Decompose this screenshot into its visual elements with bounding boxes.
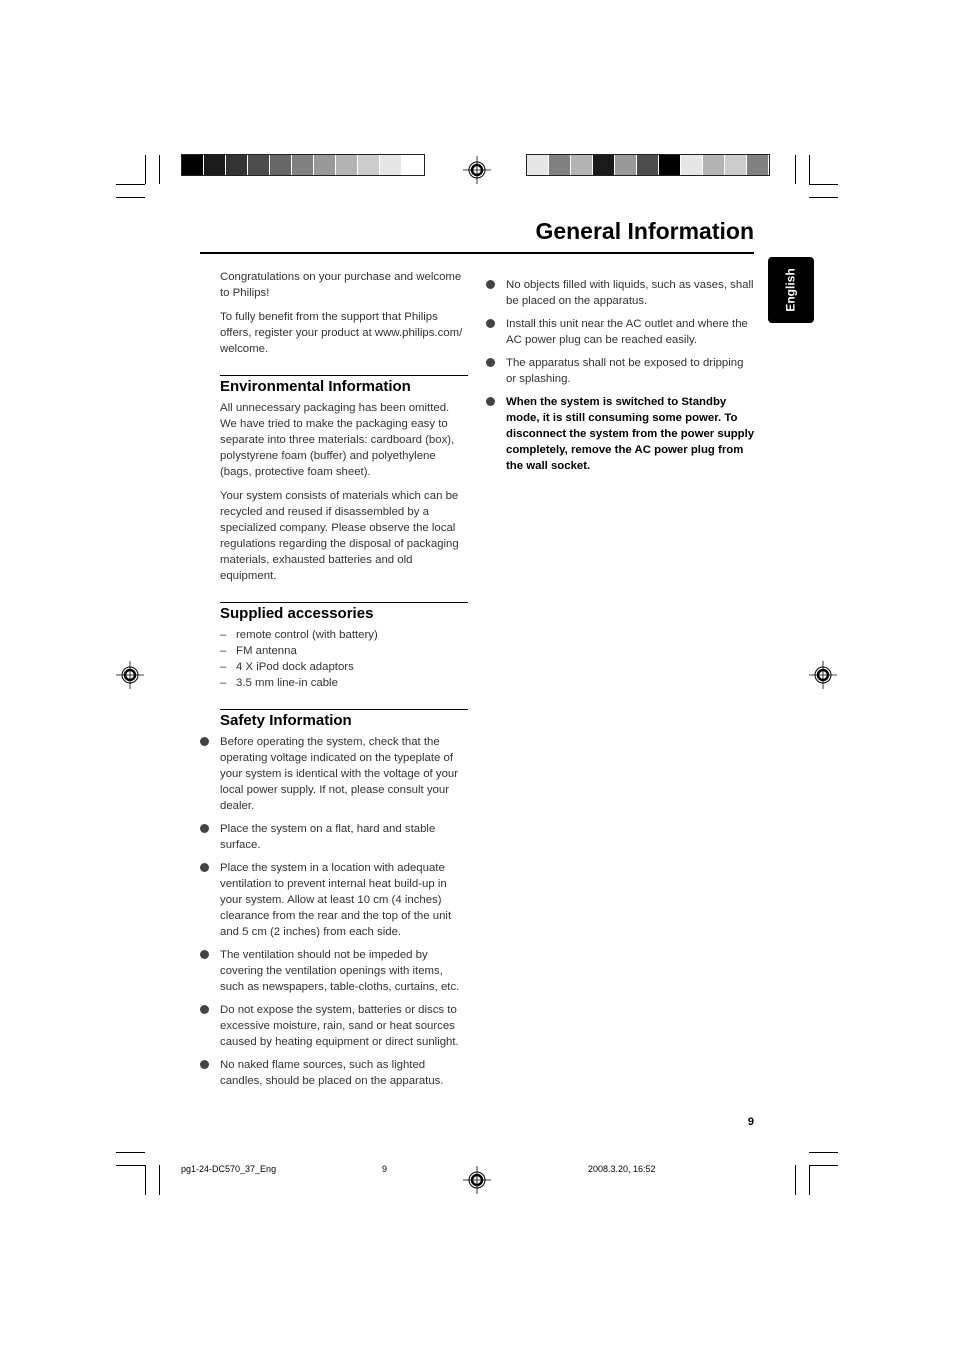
environmental-paragraph: Your system consists of materials which can be recycled and reused if disassembled by a specialized company. Please observe the local regulations regarding the disposal of packaging materials, exhausted batteries and old equipment.: [220, 490, 459, 582]
color-swatch: [659, 155, 681, 175]
safety-item: No objects filled with liquids, such as vases, shall be placed on the apparatus.: [506, 277, 756, 309]
footer-file-name: pg1-24-DC570_37_Eng: [181, 1164, 277, 1174]
safety-section: [220, 709, 468, 1089]
right-column: [506, 277, 756, 481]
bullet-icon: [200, 1060, 209, 1069]
color-swatch: [571, 155, 593, 175]
footer-timestamp: 2008.3.20, 16:52: [588, 1164, 656, 1174]
color-swatch: [593, 155, 615, 175]
page-number: 9: [747, 1116, 754, 1128]
accessories-section: [220, 602, 468, 691]
safety-item: Do not expose the system, batteries or discs to excessive moisture, rain, sand or heat sources caused by heating equipment or direct sunlight.: [220, 1002, 468, 1050]
color-swatch: [725, 155, 747, 175]
accessory-item: – 3.5 mm line-in cable: [220, 675, 468, 691]
registration-mark-icon: [116, 661, 144, 689]
intro-paragraph: To fully benefit from the support that Philips offers, register your product at www.philips.com/ welcome.: [220, 311, 463, 355]
safety-item: Place the system in a location with adequate ventilation to prevent internal heat build-up in your system. Allow at least 10 cm (4 inches) clearance from the rear and the top of the unit and 5 cm (2 inches) from each side.: [220, 860, 468, 940]
bullet-icon: [486, 397, 495, 406]
color-calibration-bar-right: [526, 154, 770, 176]
page-title: General Information: [535, 218, 754, 244]
color-swatch: [270, 155, 292, 175]
safety-item: The apparatus shall not be exposed to dripping or splashing.: [506, 355, 756, 387]
color-swatch: [248, 155, 270, 175]
color-swatch: [637, 155, 659, 175]
accessories-heading: Supplied accessories: [220, 602, 468, 623]
color-swatch: [380, 155, 402, 175]
safety-item: The ventilation should not be impeded by covering the ventilation openings with items, such as newspapers, table-cloths, curtains, etc.: [220, 947, 468, 995]
safety-item: Before operating the system, check that the operating voltage indicated on the typeplate of your system is identical with the voltage of your local power supply. If not, please consult your dealer.: [220, 734, 468, 814]
bullet-icon: [486, 319, 495, 328]
safety-item: Place the system on a flat, hard and stable surface.: [220, 821, 468, 853]
color-swatch: [747, 155, 769, 175]
bullet-icon: [200, 1005, 209, 1014]
accessories-list: [220, 627, 468, 691]
language-tab-label: English: [784, 268, 798, 312]
color-swatch: [314, 155, 336, 175]
color-swatch: [336, 155, 358, 175]
color-calibration-bar-left: [181, 154, 425, 176]
registration-mark-icon: [463, 1166, 491, 1194]
environmental-section: [220, 375, 468, 584]
bullet-icon: [486, 280, 495, 289]
language-tab: [768, 257, 814, 323]
color-swatch: [703, 155, 725, 175]
bullet-icon: [200, 824, 209, 833]
safety-list: [220, 734, 468, 1089]
standby-warning: When the system is switched to Standby mode, it is still consuming some power. To disconnect the system from the power supply completely, remove the AC power plug from the wall socket.: [506, 394, 756, 474]
environmental-heading: Environmental Information: [220, 375, 468, 396]
color-swatch: [226, 155, 248, 175]
safety-heading: Safety Information: [220, 709, 468, 730]
left-column: [220, 269, 468, 1096]
safety-item: No naked flame sources, such as lighted candles, should be placed on the apparatus.: [220, 1057, 468, 1089]
safety-list-continued: [506, 277, 756, 474]
safety-item: Install this unit near the AC outlet and where the AC power plug can be reached easily.: [506, 316, 756, 348]
bullet-icon: [200, 737, 209, 746]
environmental-paragraph: All unnecessary packaging has been omitted. We have tried to make the packaging easy to separate into three materials: cardboard (box), polystyrene foam (buffer) and polyethylene (bags, protective foam sheet).: [220, 402, 455, 478]
accessory-item: – remote control (with battery): [220, 627, 468, 643]
color-swatch: [182, 155, 204, 175]
bullet-icon: [200, 863, 209, 872]
bullet-icon: [200, 950, 209, 959]
registration-mark-icon: [809, 661, 837, 689]
accessory-item: – 4 X iPod dock adaptors: [220, 659, 468, 675]
color-swatch: [549, 155, 571, 175]
color-swatch: [615, 155, 637, 175]
registration-mark-icon: [463, 156, 491, 184]
bullet-icon: [486, 358, 495, 367]
title-divider: [200, 252, 754, 254]
color-swatch: [681, 155, 703, 175]
color-swatch: [204, 155, 226, 175]
color-swatch: [292, 155, 314, 175]
color-swatch: [358, 155, 380, 175]
color-swatch: [402, 155, 424, 175]
accessory-item: – FM antenna: [220, 643, 468, 659]
intro-paragraph: Congratulations on your purchase and welcome to Philips!: [220, 271, 462, 299]
footer-page: 9: [382, 1164, 388, 1174]
color-swatch: [527, 155, 549, 175]
